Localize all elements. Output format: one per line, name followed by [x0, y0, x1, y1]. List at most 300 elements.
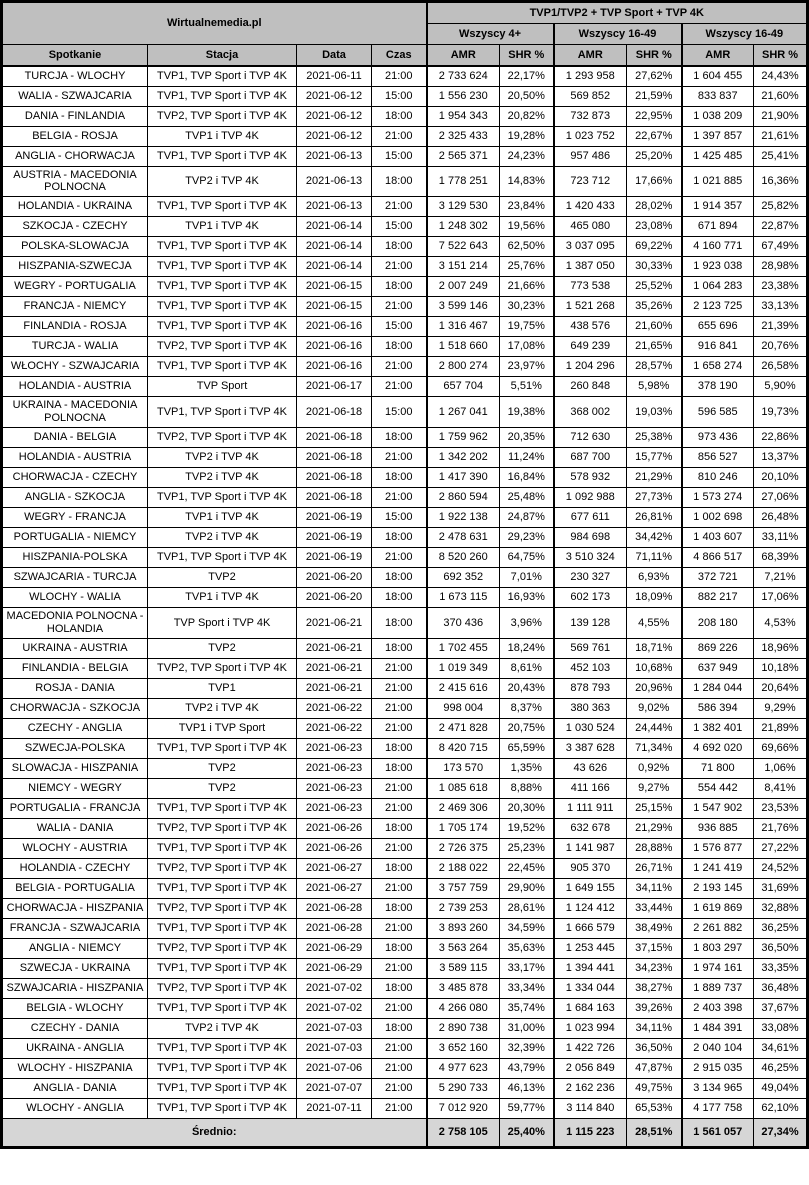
cell-match: FRANCJA - SZWAJCARIA	[3, 919, 148, 939]
table-row	[3, 448, 807, 468]
cell-amr-4plus: 2 478 631	[427, 528, 500, 548]
cell-time: 18:00	[372, 939, 427, 959]
cell-shr-16-49-2: 20,64%	[754, 679, 807, 699]
cell-date: 2021-07-03	[297, 1039, 372, 1059]
cell-date: 2021-06-19	[297, 548, 372, 568]
table-row	[3, 548, 807, 568]
cell-shr-16-49: 37,15%	[627, 939, 682, 959]
cell-amr-16-49-2: 2 193 145	[682, 879, 754, 899]
cell-amr-16-49: 677 611	[554, 508, 627, 528]
cell-shr-16-49: 71,11%	[627, 548, 682, 568]
table-row	[3, 86, 807, 106]
cell-shr-4plus: 29,23%	[500, 528, 554, 548]
cell-amr-16-49: 712 630	[554, 428, 627, 448]
cell-amr-4plus: 998 004	[427, 699, 500, 719]
table-row	[3, 428, 807, 448]
cell-match: PORTUGALIA - NIEMCY	[3, 528, 148, 548]
table-row	[3, 719, 807, 739]
cell-shr-16-49: 34,11%	[627, 1019, 682, 1039]
cell-amr-16-49: 3 114 840	[554, 1099, 627, 1119]
cell-shr-16-49-2: 10,18%	[754, 659, 807, 679]
cell-amr-4plus: 3 893 260	[427, 919, 500, 939]
cell-date: 2021-06-29	[297, 959, 372, 979]
cell-match: MACEDONIA POLNOCNA - HOLANDIA	[3, 608, 148, 639]
cell-amr-16-49: 1 649 155	[554, 879, 627, 899]
cell-time: 21:00	[372, 1079, 427, 1099]
cell-shr-16-49-2: 23,53%	[754, 799, 807, 819]
cell-shr-4plus: 24,23%	[500, 146, 554, 166]
cell-date: 2021-06-12	[297, 106, 372, 126]
cell-match: SLOWACJA - HISZPANIA	[3, 759, 148, 779]
cell-amr-16-49-2: 1 038 209	[682, 106, 754, 126]
table-row	[3, 839, 807, 859]
cell-station: TVP2	[148, 568, 297, 588]
cell-amr-16-49-2: 833 837	[682, 86, 754, 106]
cell-date: 2021-06-23	[297, 779, 372, 799]
cell-amr-16-49: 452 103	[554, 659, 627, 679]
cell-shr-16-49: 35,26%	[627, 297, 682, 317]
cell-shr-4plus: 33,34%	[500, 979, 554, 999]
cell-shr-16-49: 24,44%	[627, 719, 682, 739]
cell-date: 2021-06-16	[297, 357, 372, 377]
cell-amr-16-49: 1 204 296	[554, 357, 627, 377]
cell-amr-16-49: 905 370	[554, 859, 627, 879]
cell-date: 2021-06-15	[297, 277, 372, 297]
cell-shr-16-49: 30,33%	[627, 257, 682, 277]
cell-amr-16-49-2: 655 696	[682, 317, 754, 337]
cell-amr-16-49: 3 510 324	[554, 548, 627, 568]
cell-time: 18:00	[372, 819, 427, 839]
cell-time: 21:00	[372, 257, 427, 277]
cell-amr-16-49: 2 162 236	[554, 1079, 627, 1099]
table-row	[3, 939, 807, 959]
cell-shr-16-49-2: 8,41%	[754, 779, 807, 799]
cell-station: TVP1, TVP Sport i TVP 4K	[148, 317, 297, 337]
cell-amr-16-49: 139 128	[554, 608, 627, 639]
cell-shr-16-49-2: 27,22%	[754, 839, 807, 859]
cell-shr-16-49-2: 49,04%	[754, 1079, 807, 1099]
cell-station: TVP1, TVP Sport i TVP 4K	[148, 839, 297, 859]
cell-shr-16-49: 23,08%	[627, 217, 682, 237]
cell-time: 21:00	[372, 297, 427, 317]
cell-station: TVP2, TVP Sport i TVP 4K	[148, 979, 297, 999]
cell-shr-16-49-2: 21,76%	[754, 819, 807, 839]
cell-station: TVP1, TVP Sport i TVP 4K	[148, 799, 297, 819]
cell-match: HOLANDIA - CZECHY	[3, 859, 148, 879]
cell-shr-16-49: 28,57%	[627, 357, 682, 377]
cell-shr-4plus: 46,13%	[500, 1079, 554, 1099]
cell-amr-16-49-2: 810 246	[682, 468, 754, 488]
cell-shr-16-49-2: 33,08%	[754, 1019, 807, 1039]
cell-shr-16-49: 38,49%	[627, 919, 682, 939]
cell-match: WŁOCHY - SZWAJCARIA	[3, 357, 148, 377]
cell-station: TVP1, TVP Sport i TVP 4K	[148, 86, 297, 106]
cell-shr-16-49-2: 24,52%	[754, 859, 807, 879]
summary-shr-16-49: 28,51%	[627, 1119, 682, 1147]
cell-amr-4plus: 1 759 962	[427, 428, 500, 448]
cell-shr-16-49: 10,68%	[627, 659, 682, 679]
cell-station: TVP1 i TVP 4K	[148, 588, 297, 608]
cell-time: 18:00	[372, 739, 427, 759]
cell-shr-16-49: 28,88%	[627, 839, 682, 859]
cell-station: TVP1, TVP Sport i TVP 4K	[148, 548, 297, 568]
cell-amr-16-49-2: 4 692 020	[682, 739, 754, 759]
cell-amr-4plus: 2 325 433	[427, 126, 500, 146]
cell-station: TVP1 i TVP 4K	[148, 508, 297, 528]
cell-shr-4plus: 25,23%	[500, 839, 554, 859]
cell-amr-16-49-2: 2 261 882	[682, 919, 754, 939]
cell-shr-4plus: 3,96%	[500, 608, 554, 639]
cell-shr-4plus: 20,30%	[500, 799, 554, 819]
cell-shr-4plus: 23,84%	[500, 197, 554, 217]
cell-amr-16-49: 649 239	[554, 337, 627, 357]
cell-amr-16-49-2: 1 803 297	[682, 939, 754, 959]
cell-shr-16-49: 5,98%	[627, 377, 682, 397]
cell-date: 2021-06-27	[297, 879, 372, 899]
cell-station: TVP1, TVP Sport i TVP 4K	[148, 1059, 297, 1079]
cell-amr-16-49: 632 678	[554, 819, 627, 839]
cell-date: 2021-07-02	[297, 999, 372, 1019]
cell-amr-4plus: 2 739 253	[427, 899, 500, 919]
cell-shr-16-49-2: 18,96%	[754, 639, 807, 659]
cell-station: TVP2 i TVP 4K	[148, 699, 297, 719]
cell-shr-16-49: 21,29%	[627, 819, 682, 839]
cell-date: 2021-06-12	[297, 86, 372, 106]
cell-shr-16-49-2: 36,48%	[754, 979, 807, 999]
cell-match: DANIA - BELGIA	[3, 428, 148, 448]
cell-amr-16-49: 569 761	[554, 639, 627, 659]
cell-date: 2021-07-02	[297, 979, 372, 999]
col-shr-4plus: SHR %	[500, 45, 554, 67]
cell-time: 15:00	[372, 86, 427, 106]
table-row	[3, 759, 807, 779]
cell-amr-16-49: 773 538	[554, 277, 627, 297]
summary-amr-16-49-2: 1 561 057	[682, 1119, 754, 1147]
ratings-table	[2, 2, 807, 1147]
cell-amr-16-49-2: 1 974 161	[682, 959, 754, 979]
cell-shr-16-49: 19,03%	[627, 397, 682, 428]
cell-amr-16-49-2: 378 190	[682, 377, 754, 397]
cell-amr-16-49: 578 932	[554, 468, 627, 488]
cell-shr-16-49-2: 28,98%	[754, 257, 807, 277]
cell-station: TVP2 i TVP 4K	[148, 528, 297, 548]
cell-amr-4plus: 2 565 371	[427, 146, 500, 166]
table-row	[3, 277, 807, 297]
table-header	[3, 3, 807, 67]
table-row	[3, 979, 807, 999]
cell-amr-16-49-2: 4 177 758	[682, 1099, 754, 1119]
cell-shr-16-49-2: 21,60%	[754, 86, 807, 106]
cell-shr-4plus: 19,52%	[500, 819, 554, 839]
cell-time: 18:00	[372, 337, 427, 357]
table-row	[3, 959, 807, 979]
cell-match: UKRAINA - ANGLIA	[3, 1039, 148, 1059]
cell-amr-4plus: 1 922 138	[427, 508, 500, 528]
table-row	[3, 779, 807, 799]
cell-shr-16-49: 33,44%	[627, 899, 682, 919]
summary-label: Średnio:	[3, 1119, 427, 1147]
cell-shr-16-49: 22,95%	[627, 106, 682, 126]
table-row	[3, 1099, 807, 1119]
cell-match: HOLANDIA - AUSTRIA	[3, 448, 148, 468]
cell-time: 21:00	[372, 448, 427, 468]
cell-amr-16-49: 1 111 911	[554, 799, 627, 819]
summary-shr-4plus: 25,40%	[500, 1119, 554, 1147]
cell-station: TVP2 i TVP 4K	[148, 468, 297, 488]
summary-amr-4plus: 2 758 105	[427, 1119, 500, 1147]
cell-station: TVP2 i TVP 4K	[148, 166, 297, 197]
cell-shr-16-49-2: 1,06%	[754, 759, 807, 779]
cell-date: 2021-06-13	[297, 146, 372, 166]
cell-time: 21:00	[372, 197, 427, 217]
cell-amr-16-49-2: 1 064 283	[682, 277, 754, 297]
cell-shr-16-49-2: 68,39%	[754, 548, 807, 568]
table-row	[3, 126, 807, 146]
cell-time: 21:00	[372, 699, 427, 719]
cell-shr-16-49: 17,66%	[627, 166, 682, 197]
cell-station: TVP2, TVP Sport i TVP 4K	[148, 428, 297, 448]
cell-shr-4plus: 16,93%	[500, 588, 554, 608]
cell-match: WALIA - DANIA	[3, 819, 148, 839]
cell-amr-4plus: 2 471 828	[427, 719, 500, 739]
cell-shr-16-49: 21,65%	[627, 337, 682, 357]
cell-station: TVP Sport	[148, 377, 297, 397]
cell-time: 21:00	[372, 1099, 427, 1119]
cell-match: WEGRY - PORTUGALIA	[3, 277, 148, 297]
cell-station: TVP1, TVP Sport i TVP 4K	[148, 879, 297, 899]
cell-amr-4plus: 2 800 274	[427, 357, 500, 377]
cell-station: TVP2, TVP Sport i TVP 4K	[148, 939, 297, 959]
cell-shr-4plus: 20,75%	[500, 719, 554, 739]
cell-amr-16-49-2: 586 394	[682, 699, 754, 719]
cell-amr-4plus: 1 556 230	[427, 86, 500, 106]
cell-amr-4plus: 3 599 146	[427, 297, 500, 317]
cell-station: TVP1 i TVP Sport	[148, 719, 297, 739]
cell-match: HISZPANIA-SZWECJA	[3, 257, 148, 277]
cell-shr-4plus: 17,08%	[500, 337, 554, 357]
table-row	[3, 237, 807, 257]
cell-shr-16-49: 18,71%	[627, 639, 682, 659]
cell-shr-16-49-2: 27,06%	[754, 488, 807, 508]
cell-station: TVP1, TVP Sport i TVP 4K	[148, 739, 297, 759]
cell-shr-16-49: 65,53%	[627, 1099, 682, 1119]
cell-match: HOLANDIA - AUSTRIA	[3, 377, 148, 397]
cell-shr-16-49: 27,62%	[627, 66, 682, 86]
cell-station: TVP2, TVP Sport i TVP 4K	[148, 659, 297, 679]
cell-date: 2021-06-29	[297, 939, 372, 959]
cell-match: SZWECJA - UKRAINA	[3, 959, 148, 979]
table-row	[3, 899, 807, 919]
header-row-brand	[3, 3, 807, 24]
table-row	[3, 679, 807, 699]
cell-amr-16-49-2: 4 160 771	[682, 237, 754, 257]
cell-amr-16-49: 878 793	[554, 679, 627, 699]
cell-shr-16-49-2: 25,82%	[754, 197, 807, 217]
cell-shr-4plus: 35,63%	[500, 939, 554, 959]
cell-amr-16-49-2: 71 800	[682, 759, 754, 779]
cell-match: WEGRY - FRANCJA	[3, 508, 148, 528]
cell-amr-16-49-2: 2 040 104	[682, 1039, 754, 1059]
cell-amr-16-49-2: 1 576 877	[682, 839, 754, 859]
cell-shr-16-49-2: 24,43%	[754, 66, 807, 86]
cell-shr-4plus: 64,75%	[500, 548, 554, 568]
cell-amr-4plus: 692 352	[427, 568, 500, 588]
cell-match: WLOCHY - AUSTRIA	[3, 839, 148, 859]
cell-amr-16-49-2: 2 915 035	[682, 1059, 754, 1079]
cell-amr-16-49-2: 1 573 274	[682, 488, 754, 508]
cell-amr-16-49-2: 856 527	[682, 448, 754, 468]
cell-shr-16-49-2: 21,89%	[754, 719, 807, 739]
cell-shr-16-49: 9,02%	[627, 699, 682, 719]
col-amr-16-49-2: AMR	[682, 45, 754, 67]
cell-shr-16-49-2: 20,10%	[754, 468, 807, 488]
cell-date: 2021-06-23	[297, 739, 372, 759]
cell-shr-16-49: 71,34%	[627, 739, 682, 759]
cell-time: 21:00	[372, 357, 427, 377]
cell-time: 18:00	[372, 608, 427, 639]
cell-date: 2021-06-23	[297, 799, 372, 819]
cell-amr-16-49: 3 037 095	[554, 237, 627, 257]
cell-station: TVP2, TVP Sport i TVP 4K	[148, 899, 297, 919]
cell-shr-4plus: 33,17%	[500, 959, 554, 979]
summary-amr-16-49: 1 115 223	[554, 1119, 627, 1147]
cell-match: CZECHY - ANGLIA	[3, 719, 148, 739]
cell-shr-16-49-2: 4,53%	[754, 608, 807, 639]
table-footer	[3, 1119, 807, 1147]
cell-match: WLOCHY - ANGLIA	[3, 1099, 148, 1119]
cell-date: 2021-07-03	[297, 1019, 372, 1039]
cell-match: ANGLIA - CHORWACJA	[3, 146, 148, 166]
cell-shr-4plus: 8,88%	[500, 779, 554, 799]
table-body	[3, 66, 807, 1119]
cell-shr-4plus: 18,24%	[500, 639, 554, 659]
cell-shr-16-49: 6,93%	[627, 568, 682, 588]
cell-shr-16-49-2: 25,41%	[754, 146, 807, 166]
cell-shr-16-49-2: 22,87%	[754, 217, 807, 237]
cell-match: BELGIA - ROSJA	[3, 126, 148, 146]
cell-match: BELGIA - WLOCHY	[3, 999, 148, 1019]
table-row	[3, 66, 807, 86]
cell-shr-16-49-2: 21,90%	[754, 106, 807, 126]
cell-shr-16-49-2: 34,61%	[754, 1039, 807, 1059]
cell-amr-4plus: 2 415 616	[427, 679, 500, 699]
cell-match: ROSJA - DANIA	[3, 679, 148, 699]
cell-amr-16-49-2: 1 658 274	[682, 357, 754, 377]
cell-amr-16-49: 368 002	[554, 397, 627, 428]
cell-station: TVP1, TVP Sport i TVP 4K	[148, 237, 297, 257]
cell-shr-16-49-2: 22,86%	[754, 428, 807, 448]
cell-date: 2021-06-16	[297, 337, 372, 357]
cell-shr-4plus: 35,74%	[500, 999, 554, 1019]
summary-shr-16-49-2: 27,34%	[754, 1119, 807, 1147]
summary-row	[3, 1119, 807, 1147]
table-row	[3, 377, 807, 397]
cell-amr-4plus: 7 522 643	[427, 237, 500, 257]
cell-shr-4plus: 32,39%	[500, 1039, 554, 1059]
table-row	[3, 488, 807, 508]
cell-shr-4plus: 8,37%	[500, 699, 554, 719]
cell-shr-16-49: 49,75%	[627, 1079, 682, 1099]
cell-shr-16-49: 38,27%	[627, 979, 682, 999]
cell-shr-4plus: 29,90%	[500, 879, 554, 899]
cell-amr-4plus: 5 290 733	[427, 1079, 500, 1099]
cell-shr-16-49-2: 33,13%	[754, 297, 807, 317]
cell-match: SZWAJCARIA - HISZPANIA	[3, 979, 148, 999]
cell-amr-16-49: 3 387 628	[554, 739, 627, 759]
cell-amr-16-49-2: 1 403 607	[682, 528, 754, 548]
table-row	[3, 528, 807, 548]
cell-shr-4plus: 16,84%	[500, 468, 554, 488]
cell-date: 2021-06-14	[297, 237, 372, 257]
cell-amr-16-49: 260 848	[554, 377, 627, 397]
cell-time: 21:00	[372, 799, 427, 819]
cell-time: 15:00	[372, 217, 427, 237]
cell-match: WLOCHY - WALIA	[3, 588, 148, 608]
table-row	[3, 146, 807, 166]
cell-time: 21:00	[372, 719, 427, 739]
cell-date: 2021-06-18	[297, 428, 372, 448]
table-row	[3, 317, 807, 337]
cell-match: PORTUGALIA - FRANCJA	[3, 799, 148, 819]
cell-amr-16-49-2: 2 403 398	[682, 999, 754, 1019]
col-amr-16-49: AMR	[554, 45, 627, 67]
cell-time: 15:00	[372, 508, 427, 528]
cell-amr-16-49-2: 1 397 857	[682, 126, 754, 146]
cell-station: TVP1, TVP Sport i TVP 4K	[148, 197, 297, 217]
cell-time: 21:00	[372, 548, 427, 568]
cell-shr-16-49: 28,02%	[627, 197, 682, 217]
cell-amr-16-49: 411 166	[554, 779, 627, 799]
cell-time: 18:00	[372, 899, 427, 919]
cell-station: TVP1, TVP Sport i TVP 4K	[148, 919, 297, 939]
cell-station: TVP1, TVP Sport i TVP 4K	[148, 397, 297, 428]
cell-date: 2021-06-18	[297, 488, 372, 508]
cell-amr-16-49-2: 671 894	[682, 217, 754, 237]
cell-match: CZECHY - DANIA	[3, 1019, 148, 1039]
cell-match: ANGLIA - DANIA	[3, 1079, 148, 1099]
cell-shr-16-49: 36,50%	[627, 1039, 682, 1059]
cell-date: 2021-06-22	[297, 719, 372, 739]
cell-shr-16-49: 25,15%	[627, 799, 682, 819]
cell-date: 2021-06-14	[297, 217, 372, 237]
cell-date: 2021-06-16	[297, 317, 372, 337]
cell-shr-16-49-2: 20,76%	[754, 337, 807, 357]
cell-match: ANGLIA - SZKOCJA	[3, 488, 148, 508]
cell-amr-4plus: 2 469 306	[427, 799, 500, 819]
cell-date: 2021-06-21	[297, 639, 372, 659]
cell-amr-4plus: 3 563 264	[427, 939, 500, 959]
cell-amr-16-49: 1 684 163	[554, 999, 627, 1019]
cell-station: TVP2 i TVP 4K	[148, 448, 297, 468]
cell-shr-16-49: 34,23%	[627, 959, 682, 979]
table-row	[3, 397, 807, 428]
cell-shr-16-49: 25,20%	[627, 146, 682, 166]
cell-station: TVP1, TVP Sport i TVP 4K	[148, 146, 297, 166]
cell-shr-4plus: 25,48%	[500, 488, 554, 508]
cell-shr-16-49-2: 5,90%	[754, 377, 807, 397]
cell-amr-16-49: 1 253 445	[554, 939, 627, 959]
cell-shr-16-49-2: 9,29%	[754, 699, 807, 719]
channels-group-title: TVP1/TVP2 + TVP Sport + TVP 4K	[427, 3, 807, 24]
cell-match: UKRAINA - AUSTRIA	[3, 639, 148, 659]
table-row	[3, 166, 807, 197]
cell-date: 2021-06-12	[297, 126, 372, 146]
cell-time: 21:00	[372, 839, 427, 859]
cell-amr-16-49-2: 1 923 038	[682, 257, 754, 277]
cell-amr-16-49-2: 1 382 401	[682, 719, 754, 739]
cell-shr-4plus: 31,00%	[500, 1019, 554, 1039]
cell-shr-16-49: 34,11%	[627, 879, 682, 899]
